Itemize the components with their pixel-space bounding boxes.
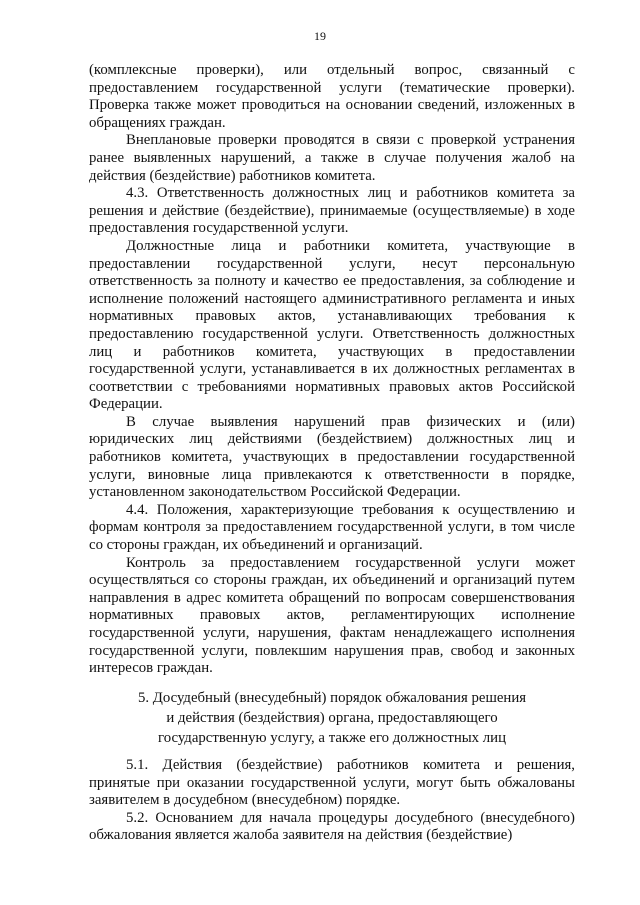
heading-line: и действия (бездействия) органа, предоставляющего (166, 710, 498, 726)
section-4-paragraph: Контроль за предоставлением государственной услуги может осуществляться со стороны граждан, их объединений и организаций путем направления в адрес комитета обращений по вопросам совершенствования нормативных правовых актов, регламентирующих исполнение государственной услуги, нарушения, фактам ненадлежащего исполнения государственной услуги, повлекшим нарушения прав, свобод и законных интересов граждан. (89, 554, 575, 677)
section-5-paragraph: 5.1. Действия (бездействие) работников комитета и решения, принятые при оказании государственной услуги, могут быть обжалованы заявителем в досудебном (внесудебном) порядке. (89, 757, 575, 809)
section-5-text (89, 757, 575, 845)
section-5-heading (89, 688, 575, 748)
section-4-paragraph: Должностные лица и работники комитета, участвующие в предоставлении государственной услуги, несут персональную ответственность за полноту и качество ее предоставления, за соблюдение и исполнение положений настоящего административного регламента и иных нормативных правовых актов, устанавливающих требования к предоставлению государственной услуги. Ответственность должностных лиц и работников комитета, участвующих в предоставлении государственной услуги, устанавливается в их должностных регламентах в соответствии с требованиями нормативных правовых актов Российской Федерации. (89, 237, 575, 413)
section-4-text (89, 62, 575, 678)
section-4-paragraph: 4.3. Ответственность должностных лиц и работников комитета за решения и действие (бездействие), принимаемые (осуществляемые) в ходе предоставления государственной услуги. (89, 185, 575, 237)
section-4-paragraph: Внеплановые проверки проводятся в связи с проверкой устранения ранее выявленных нарушений, а также в случае получения жалоб на действия (бездействие) работников комитета. (89, 132, 575, 184)
section-5-paragraph: 5.2. Основанием для начала процедуры досудебного (внесудебного) обжалования является жалоба заявителя на действия (бездействие) (89, 809, 575, 844)
section-4-paragraph: (комплексные проверки), или отдельный вопрос, связанный с предоставлением государственной услуги (тематические проверки). Проверка также может проводиться на основании сведений, изложенных в обращениях граждан. (89, 62, 575, 131)
section-4-paragraph: 4.4. Положения, характеризующие требования к осуществлению и формам контроля за предоставлением государственной услуги, в том числе со стороны граждан, их объединений и организаций. (89, 501, 575, 554)
page-number: 19 (314, 29, 326, 43)
heading-line: государственную услугу, а также его должностных лиц (158, 730, 506, 746)
heading-line: 5. Досудебный (внесудебный) порядок обжалования решения (137, 690, 527, 706)
section-4-paragraph: В случае выявления нарушений прав физических и (или) юридических лиц действиями (бездействием) должностных лиц и работников комитета, участвующих в предоставлении государственной услуги, виновные лица привлекаются к ответственности в порядке, установленном законодательством Российской Федерации. (89, 413, 575, 501)
